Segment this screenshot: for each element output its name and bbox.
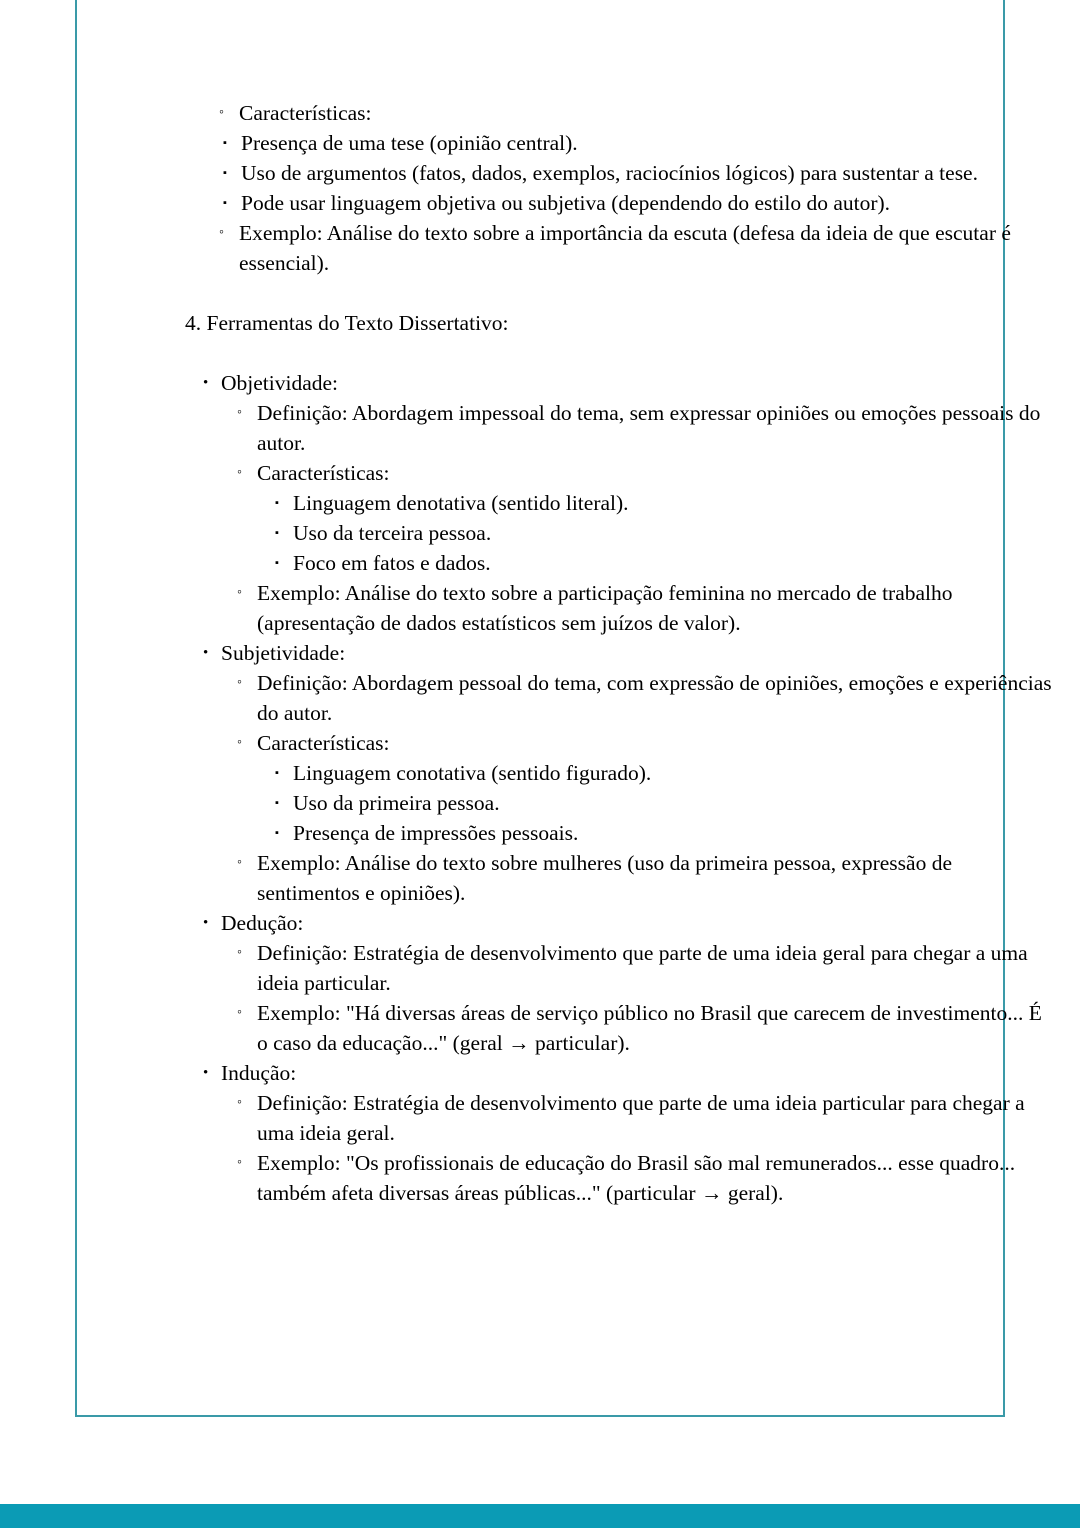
list-item-label: Foco em fatos e dados.: [293, 551, 491, 575]
bullet-circle-icon: ◦: [237, 675, 242, 690]
list-item-label: Exemplo: Análise do texto sobre a importância da escuta (defesa da ideia de que escutar é essencial).: [239, 221, 1011, 275]
list-item: [219, 98, 1057, 128]
list-item-label: Uso da primeira pessoa.: [293, 791, 500, 815]
list-item: [237, 458, 1057, 488]
bullet-square-icon: ▪: [223, 137, 227, 149]
list-item-label: Exemplo: "Os profissionais de educação do Brasil são mal remunerados... esse quadro... também afeta diversas áreas públicas..." (particular → geral).: [257, 1151, 1016, 1205]
section-heading-4: 4. Ferramentas do Texto Dissertativo:: [185, 311, 509, 335]
list-item-label: Definição: Abordagem impessoal do tema, sem expressar opiniões ou emoções pessoais do autor.: [257, 401, 1041, 455]
bullet-square-icon: ▪: [223, 197, 227, 209]
list-item-label: Definição: Abordagem pessoal do tema, com expressão de opiniões, emoções e experiências do autor.: [257, 671, 1052, 725]
list-item-objetividade: [203, 368, 1057, 398]
list-item: [237, 998, 1057, 1058]
list-item-label: Linguagem conotativa (sentido figurado).: [293, 761, 652, 785]
list-item-subjetividade: [203, 638, 1057, 668]
document-content: [185, 98, 1057, 1208]
deducao-details: [237, 938, 1057, 1058]
list-item-label: Uso da terceira pessoa.: [293, 521, 492, 545]
objetividade-details: [237, 398, 1057, 638]
bullet-circle-icon: ◦: [237, 945, 242, 960]
list-item-label: Definição: Estratégia de desenvolvimento que parte de uma ideia geral para chegar a uma ideia particular.: [257, 941, 1028, 995]
list-item-label: Indução:: [221, 1061, 297, 1085]
list-item-label: Subjetividade:: [221, 641, 346, 665]
list-item: [275, 788, 1057, 818]
bullet-square-icon: ▪: [275, 797, 279, 809]
bullet-square-icon: ▪: [275, 527, 279, 539]
list-item: [237, 1088, 1057, 1148]
list-item-label: Uso de argumentos (fatos, dados, exemplos, raciocínios lógicos) para sustentar a tese.: [241, 161, 978, 185]
list-item: [275, 518, 1057, 548]
list-item: [275, 758, 1057, 788]
list-item: [237, 1148, 1057, 1208]
list-item-label: Exemplo: "Há diversas áreas de serviço público no Brasil que carecem de investimento... É o caso da educação..." (geral → particular).: [257, 1001, 1042, 1055]
list-item: [237, 728, 1057, 758]
list-item-deducao: [203, 908, 1057, 938]
list-item-label: Definição: Estratégia de desenvolvimento que parte de uma ideia particular para chegar a uma ideia geral.: [257, 1091, 1025, 1145]
list-item-label: Exemplo: Análise do texto sobre mulheres (uso da primeira pessoa, expressão de sentimentos e opiniões).: [257, 851, 952, 905]
list-item: [275, 548, 1057, 578]
list-item-label: Presença de uma tese (opinião central).: [241, 131, 578, 155]
list-item: [275, 488, 1057, 518]
bullet-disc-icon: •: [203, 1065, 209, 1081]
bullet-square-icon: ▪: [275, 767, 279, 779]
bullet-circle-icon: ◦: [237, 1155, 242, 1170]
list-item-label: Características:: [239, 101, 372, 125]
bullet-circle-icon: ◦: [219, 225, 224, 240]
bullet-circle-icon: ◦: [237, 405, 242, 420]
tools-list: [203, 368, 1057, 1208]
bullet-circle-icon: ◦: [237, 465, 242, 480]
bullet-square-icon: ▪: [275, 557, 279, 569]
bullet-square-icon: ▪: [223, 167, 227, 179]
list-item-label: Linguagem denotativa (sentido literal).: [293, 491, 629, 515]
list-item: [237, 668, 1057, 728]
list-item: [237, 578, 1057, 638]
characteristics-group-intro: [219, 98, 1057, 128]
list-item: [237, 938, 1057, 998]
bullet-circle-icon: ◦: [237, 585, 242, 600]
list-item: [223, 128, 1057, 158]
bullet-disc-icon: •: [203, 915, 209, 931]
list-item: [223, 158, 1057, 188]
bullet-circle-icon: ◦: [219, 105, 224, 120]
bullet-circle-icon: ◦: [237, 855, 242, 870]
bullet-disc-icon: •: [203, 375, 209, 391]
list-item: [219, 218, 1057, 278]
list-item: [237, 848, 1057, 908]
list-item-inducao: [203, 1058, 1057, 1088]
subjetividade-details: [237, 668, 1057, 908]
page-frame: [75, 0, 1052, 1417]
list-item: [237, 398, 1057, 458]
footer-bar: [0, 1504, 1080, 1528]
list-item-label: Exemplo: Análise do texto sobre a participação feminina no mercado de trabalho (apresentação de dados estatísticos sem juízos de valor).: [257, 581, 953, 635]
list-item: [275, 818, 1057, 848]
bullet-square-icon: ▪: [275, 827, 279, 839]
list-item-label: Pode usar linguagem objetiva ou subjetiva (dependendo do estilo do autor).: [241, 191, 891, 215]
characteristics-items-intro: [223, 128, 1057, 218]
bullet-circle-icon: ◦: [237, 1005, 242, 1020]
list-item-label: Dedução:: [221, 911, 304, 935]
objetividade-characteristics: [275, 488, 1057, 578]
subjetividade-characteristics: [275, 758, 1057, 848]
example-group-intro: [219, 218, 1057, 278]
bullet-square-icon: ▪: [275, 497, 279, 509]
list-item-label: Características:: [257, 731, 390, 755]
list-item-label: Características:: [257, 461, 390, 485]
list-item-label: Objetividade:: [221, 371, 339, 395]
bullet-circle-icon: ◦: [237, 735, 242, 750]
bullet-disc-icon: •: [203, 645, 209, 661]
list-item: [223, 188, 1057, 218]
bullet-circle-icon: ◦: [237, 1095, 242, 1110]
inducao-details: [237, 1088, 1057, 1208]
list-item-label: Presença de impressões pessoais.: [293, 821, 579, 845]
